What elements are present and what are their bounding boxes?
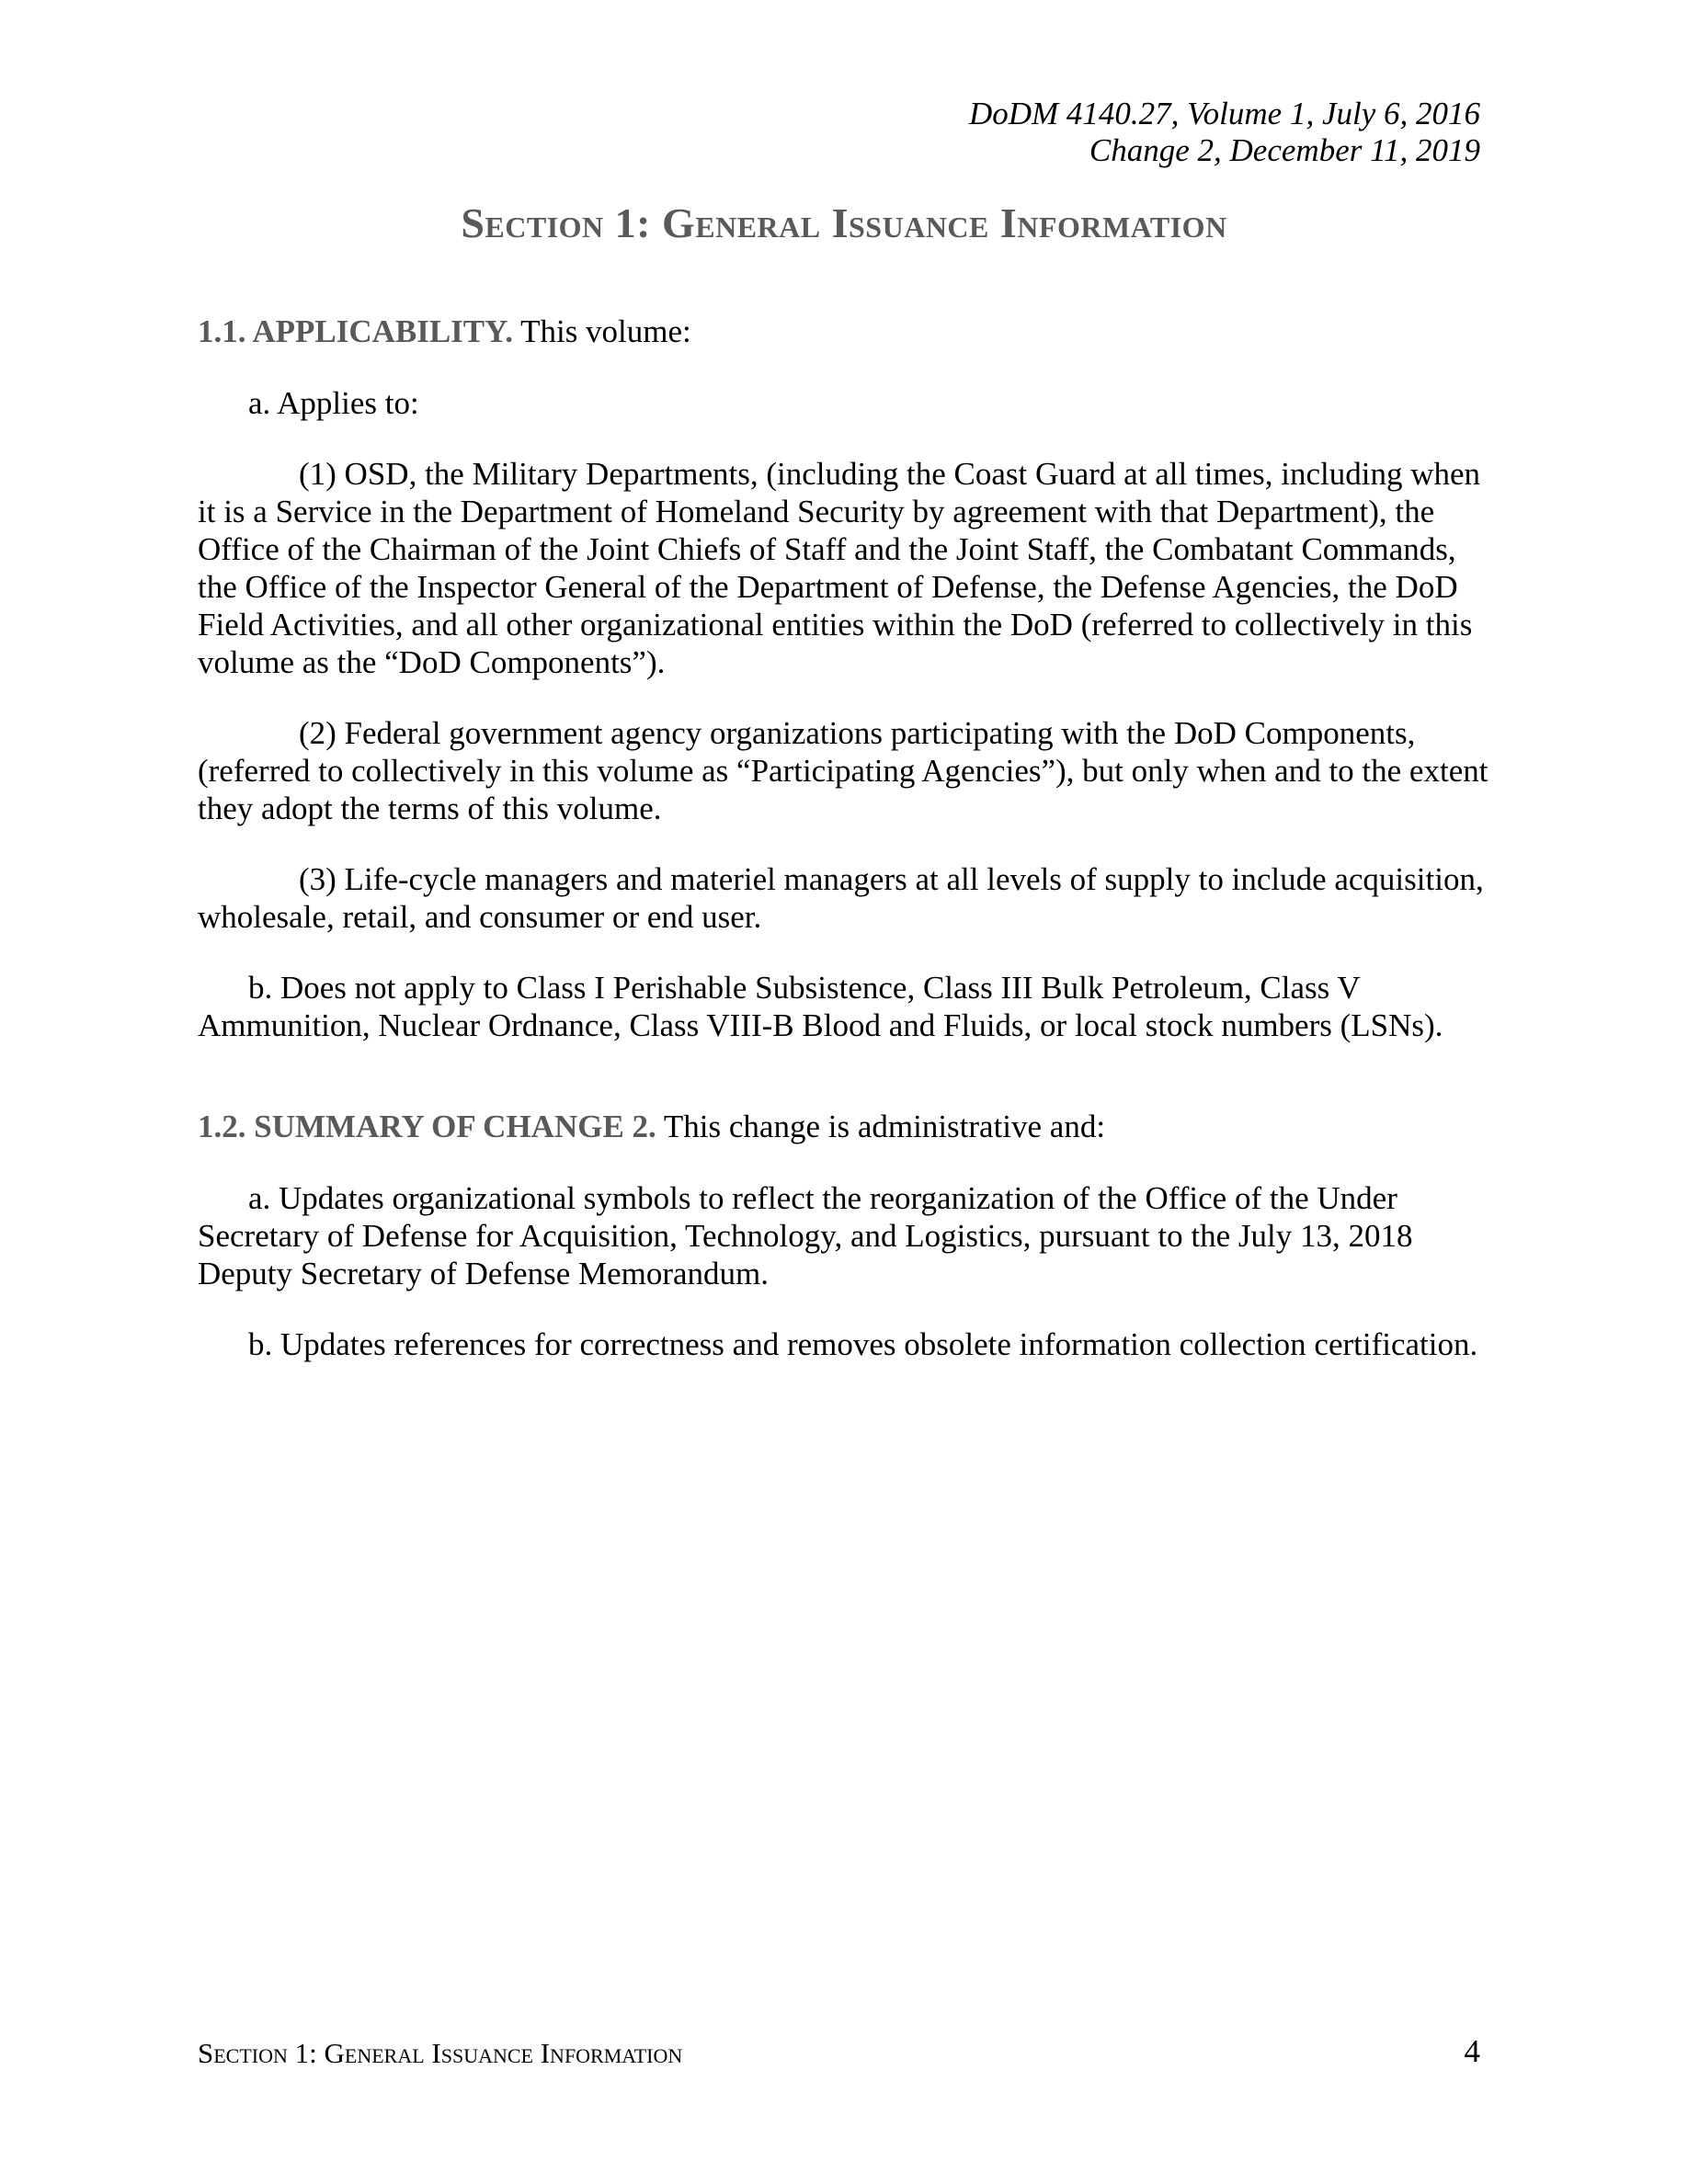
paragraph-1-1-b: b. Does not apply to Class I Perishable Subsistence, Class III Bulk Petroleum, Class V Ammunition, Nuclear Ordnance, Class VIII-B Blood and Fluids, or local stock numbers (LSNs). — [198, 970, 1443, 1043]
paragraph-label: 1.2. SUMMARY OF CHANGE 2. — [198, 1109, 656, 1144]
paragraph-1-1-a-2: (2) Federal government agency organizations participating with the DoD Components, (referred to collectively in this volume as “Participating Agencies”), but only when and to the extent they adopt the terms of this volume. — [198, 715, 1488, 826]
paragraph-text: This volume: — [512, 313, 691, 349]
footer-page-number: 4 — [1464, 2033, 1480, 2069]
paragraph-1-1-a-1: (1) OSD, the Military Departments, (including the Coast Guard at all times, including when it is a Service in the Department of Homeland Security by agreement with that Department), the Office of the Chairman of the Joint Chiefs of Staff and the Joint Staff, the Combatant Commands, the Office of the Inspector General of the Department of Defense, the Defense Agencies, the DoD Field Activities, and all other organizational entities within the DoD (referred to collectively in this volume as the “DoD Components”). — [198, 456, 1481, 680]
header-change-line: Change 2, December 11, 2019 — [1089, 132, 1480, 168]
document-header — [969, 96, 1480, 169]
paragraph-1-2-b: b. Updates references for correctness and removes obsolete information collection certification. — [248, 1326, 1478, 1362]
paragraph-1-1-heading — [198, 313, 1494, 350]
paragraph-label: 1.1. APPLICABILITY. — [198, 313, 513, 349]
paragraph-1-1-a-3: (3) Life-cycle managers and materiel managers at all levels of supply to include acquisition, wholesale, retail, and consumer or end user. — [198, 861, 1484, 935]
footer-section-label: Section 1: General Issuance Information — [198, 2037, 683, 2069]
paragraph-text: This change is administrative and: — [656, 1109, 1106, 1144]
paragraph-1-1-a: a. Applies to: — [248, 385, 419, 421]
paragraph-1-2-a: a. Updates organizational symbols to reflect the reorganization of the Office of the Under Secretary of Defense for Acquisition, Technology, and Logistics, pursuant to the July 13, 2018 Deputy Secretary of Defense Memorandum. — [198, 1180, 1413, 1291]
section-title: Section 1: General Issuance Information — [461, 199, 1227, 246]
paragraph-1-2-heading — [198, 1108, 1494, 1145]
header-issuance-line: DoDM 4140.27, Volume 1, July 6, 2016 — [968, 96, 1480, 131]
